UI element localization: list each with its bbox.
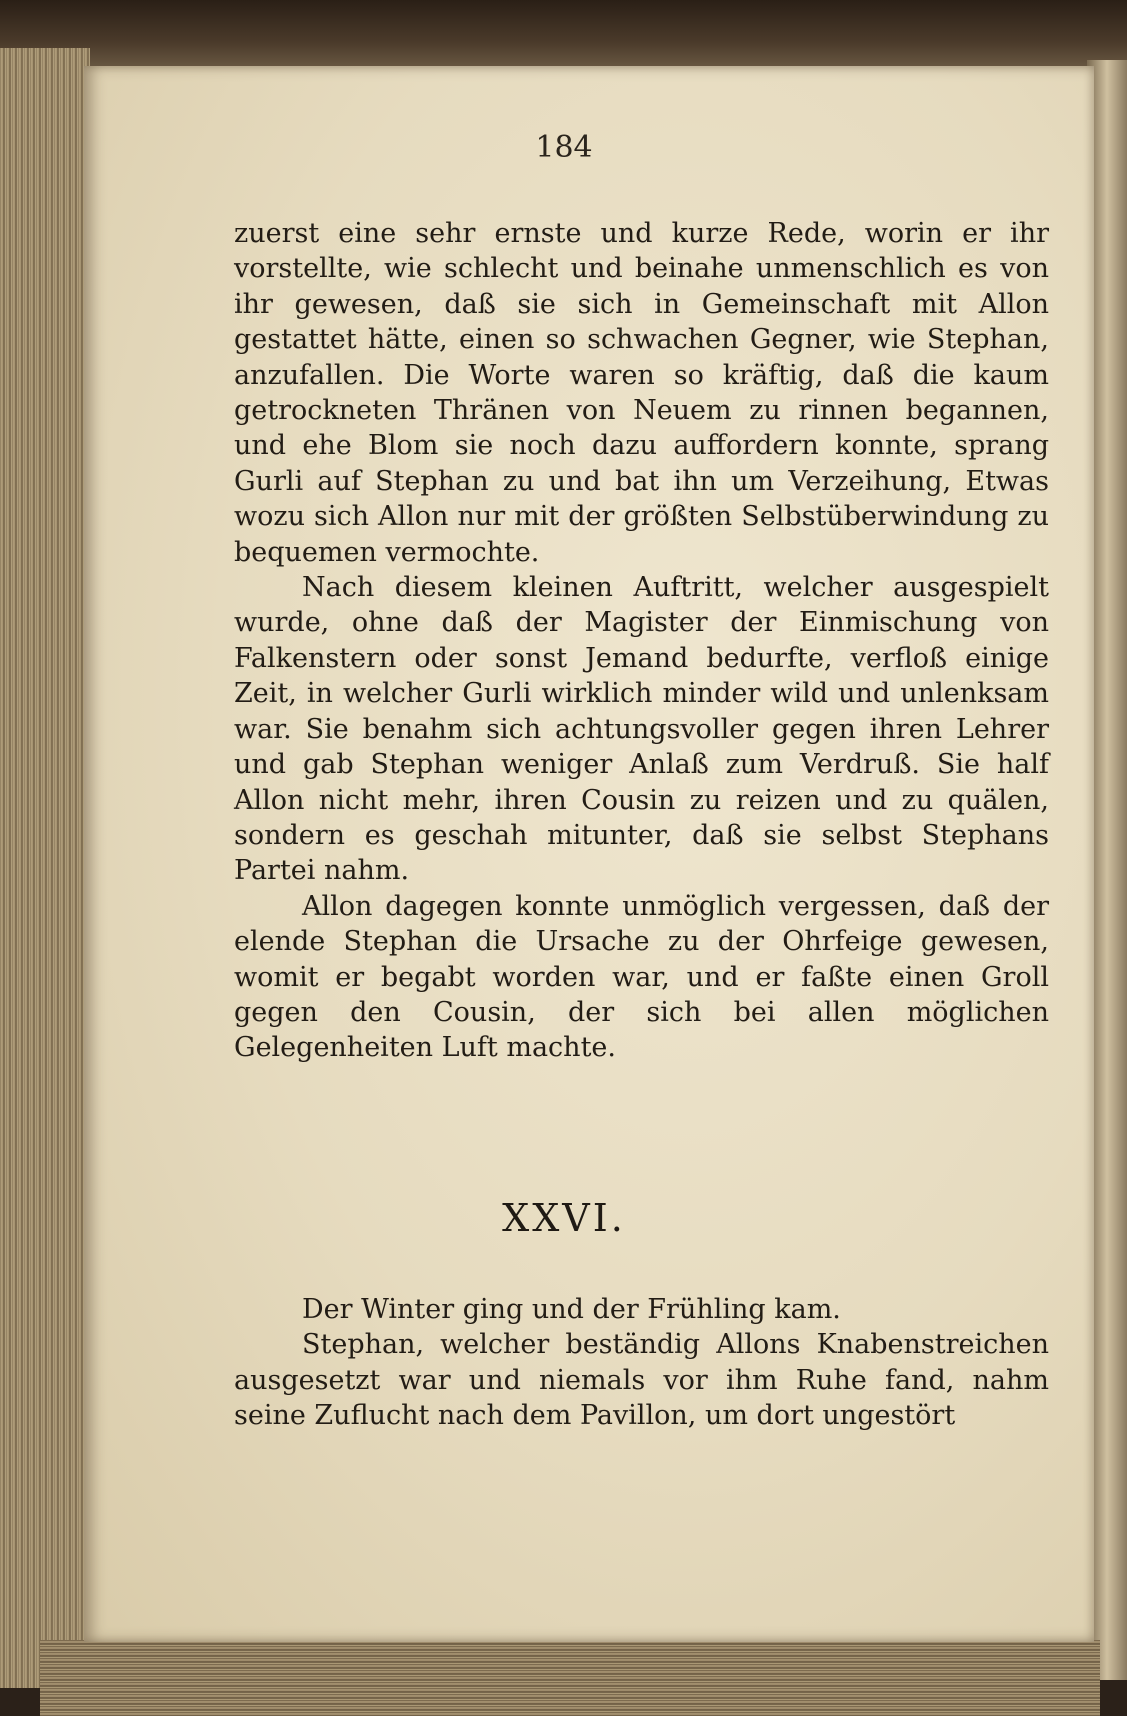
paragraph: Nach diesem kleinen Auftritt, welcher ausgespielt wurde, ohne daß der Magister der Einmischung von Falkenstern oder sonst Jemand bedurfte, verfloß einige Zeit, in welcher Gurli wirklich minder wild und unlenksam war. Sie benahm sich achtungsvoller gegen ihren Lehrer und gab Stephan weniger Anlaß zum Verdruß. Sie half Allon nicht mehr, ihren Cousin zu reizen und zu quälen, sondern es geschah mitunter, daß sie selbst Stephans Partei nahm. [234,572,1049,887]
paragraph: Der Winter ging und der Frühling kam. [302,1294,841,1325]
book-top-edge [0,0,1127,70]
paragraph: Stephan, welcher beständig Allons Knabenstreichen ausgesetzt war und niemals vor ihm Ruhe fand, nahm seine Zuflucht nach dem Pavillon, um dort ungestört [234,1329,1049,1432]
page-number: 184 [535,130,593,165]
paragraph: zuerst eine sehr ernste und kurze Rede, worin er ihr vorstellte, wie schlecht und beinahe unmenschlich es von ihr gewesen, daß sie sich in Gemeinschaft mit Allon gestattet hätte, einen so schwachen Gegner, wie Stephan, anzufallen. Die Worte waren so kräftig, daß die kaum getrockneten Thränen von Neuem zu rinnen begannen, und ehe Blom sie noch dazu auffordern konnte, sprang Gurli auf Stephan zu und bat ihn um Verzeihung, Etwas wozu sich Allon nur mit der größten Selbstüberwindung zu bequemen vermochte. [234,218,1049,568]
page-stack-bottom [40,1640,1100,1716]
chapter-body-text [234,1292,1049,1434]
book-page [84,66,1094,1642]
page-stack-left [0,48,90,1688]
chapter-heading: XXVI. [502,1196,626,1240]
paragraph: Allon dagegen konnte unmöglich vergessen, daß der elende Stephan die Ursache zu der Ohrfeige gewesen, womit er begabt worden war, und er faßte einen Groll gegen den Cousin, der sich bei allen möglichen Gelegenheiten Luft machte. [234,890,1049,1064]
body-text [234,216,1049,1066]
